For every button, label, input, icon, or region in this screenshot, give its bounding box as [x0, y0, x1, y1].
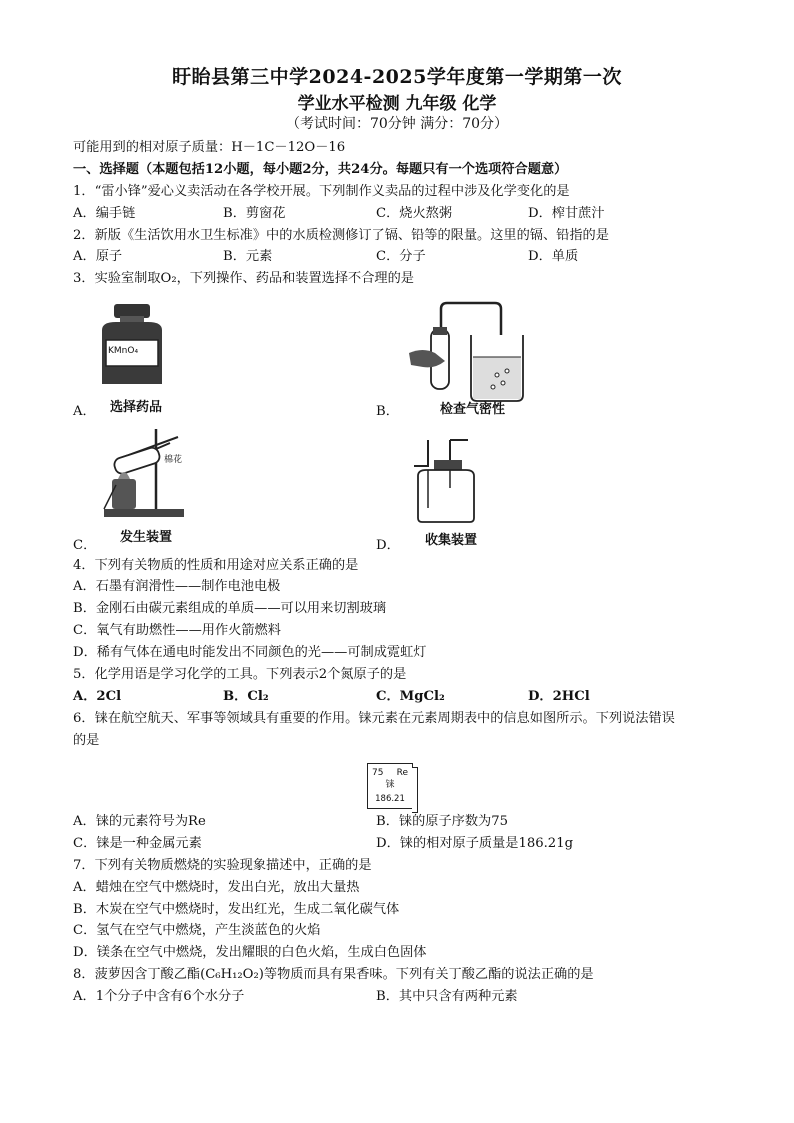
- element-name: 铼: [385, 780, 395, 790]
- q8-option-b: B．其中只含有两种元素: [376, 989, 518, 1004]
- q4-option-b: B．金刚石由碳元素组成的单质——可以用来切割玻璃: [73, 601, 387, 616]
- element-card: [367, 763, 413, 809]
- caption-generation: 发生装置: [120, 530, 173, 545]
- q1-option-a: A．编手链: [73, 206, 136, 221]
- question-7-stem: 7．下列有关物质燃烧的实验现象描述中，正确的是: [73, 858, 372, 873]
- element-number: 75: [372, 768, 384, 778]
- q6-option-b: B．铼的原子序数为75: [376, 814, 508, 829]
- q4-option-a: A．石墨有润滑性——制作电池电极: [73, 579, 281, 594]
- q1-option-b: B．剪窗花: [223, 206, 286, 221]
- q3-option-b: B．: [376, 404, 399, 419]
- cotton-label: 棉花: [164, 455, 183, 465]
- element-mass: 186.21: [375, 794, 405, 804]
- question-6-stem: 6．铼在航空航天、军事等领域具有重要的作用。铼元素在元素周期表中的信息如图所示。下列说法错误: [73, 711, 675, 726]
- q2-option-b: B．元素: [223, 249, 273, 264]
- q5-option-d: D．2HCl: [528, 689, 590, 704]
- q7-option-b: B．木炭在空气中燃烧时，发出红光，生成二氧化碳气体: [73, 902, 400, 917]
- question-1-stem: 1．“雷小锋”爱心义卖活动在各学校开展。下列制作义卖品的过程中涉及化学变化的是: [73, 184, 570, 199]
- question-3-stem: 3．实验室制取O₂，下列操作、药品和装置选择不合理的是: [73, 271, 414, 286]
- q4-option-c: C．氧气有助燃性——用作火箭燃料: [73, 623, 281, 638]
- question-5-stem: 5．化学用语是学习化学的工具。下列表示2个氮原子的是: [73, 667, 407, 682]
- caption-airtightness: 检查气密性: [440, 402, 506, 417]
- airtightness-check-illustration: [405, 295, 530, 405]
- q4-option-d: D．稀有气体在通电时能发出不同颜色的光——可制成霓虹灯: [73, 645, 427, 660]
- q2-option-a: A．原子: [73, 249, 123, 264]
- section-heading: 一、选择题（本题包括12小题，每小题2分，共24分。每题只有一个选项符合题意）: [73, 162, 568, 177]
- collection-apparatus-illustration: [410, 436, 480, 526]
- question-4-stem: 4．下列有关物质的性质和用途对应关系正确的是: [73, 558, 359, 573]
- q8-option-a: A．1个分子中含有6个水分子: [73, 989, 245, 1004]
- q6-option-c: C．铼是一种金属元素: [73, 836, 202, 851]
- q5-option-b: B．Cl₂: [223, 689, 269, 704]
- q2-option-c: C．分子: [376, 249, 426, 264]
- q3-option-a: A．: [73, 404, 96, 419]
- atomic-mass-line: 可能用到的相对原子质量：H－1C－12O－16: [73, 140, 346, 155]
- q6-option-d: D．铼的相对原子质量是186.21g: [376, 836, 574, 851]
- q7-option-c: C．氢气在空气中燃烧，产生淡蓝色的火焰: [73, 923, 321, 938]
- exam-info: （考试时间：70分钟 满分：70分）: [285, 116, 509, 132]
- q6-option-a: A．铼的元素符号为Re: [73, 814, 206, 829]
- question-8-stem: 8．菠萝因含丁酸乙酯(C₆H₁₂O₂)等物质而具有果香味。下列有关丁酸乙酯的说法正确的是: [73, 967, 594, 982]
- question-6-stem-cont: 的是: [73, 733, 100, 748]
- q1-option-d: D．榨甘蔗汁: [528, 206, 605, 221]
- caption-collection: 收集装置: [425, 533, 478, 548]
- q5-option-c: C．MgCl₂: [376, 689, 445, 704]
- reagent-bottle-illustration: [96, 300, 176, 390]
- generation-apparatus-illustration: [96, 425, 196, 520]
- question-2-stem: 2．新版《生活饮用水卫生标准》中的水质检测修订了镉、铅等的限量。这里的镉、铅指的是: [73, 228, 609, 243]
- q7-option-a: A．蜡烛在空气中燃烧时，发出白光，放出大量热: [73, 880, 360, 895]
- caption-select-reagent: 选择药品: [110, 400, 163, 415]
- q3-option-d: D．: [376, 538, 400, 553]
- exam-title: 盱眙县第三中学2024-2025学年度第一学期第一次: [172, 66, 622, 88]
- bottle-label: KMnO₄: [108, 346, 139, 356]
- q2-option-d: D．单质: [528, 249, 579, 264]
- q7-option-d: D．镁条在空气中燃烧，发出耀眼的白色火焰，生成白色固体: [73, 945, 427, 960]
- q3-option-c: C．: [73, 538, 97, 553]
- q5-option-a: A．2Cl: [73, 689, 122, 704]
- element-symbol: Re: [396, 768, 408, 778]
- q1-option-c: C．烧火熬粥: [376, 206, 453, 221]
- exam-subtitle: 学业水平检测 九年级 化学: [297, 94, 497, 114]
